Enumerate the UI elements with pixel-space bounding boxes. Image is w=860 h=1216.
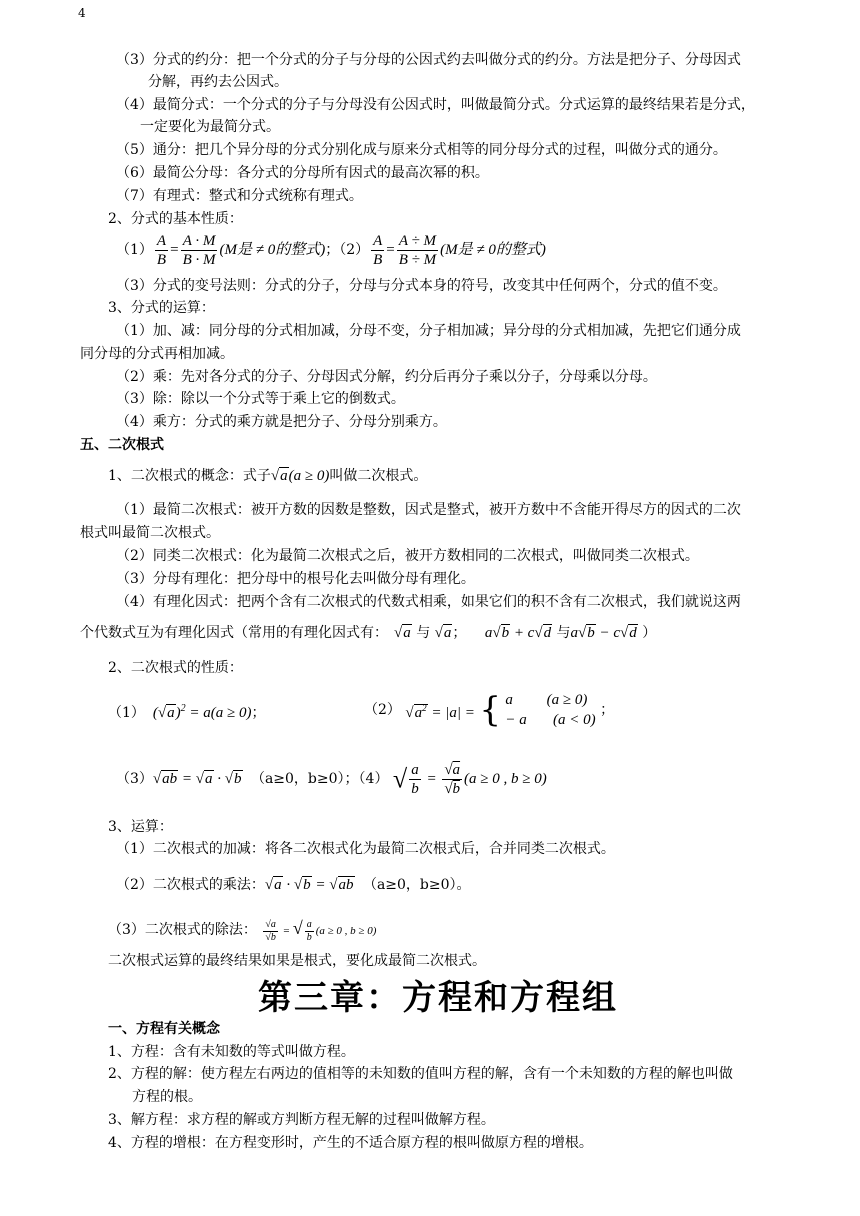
- chapter-title: 第三章：方程和方程组: [258, 978, 618, 1018]
- text-line: 4、方程的增根：在方程变形时，产生的不适合原方程的根叫做原方程的增根。: [108, 1135, 593, 1151]
- radical-property-3-4: （3）√ab = √a · √b （a≥0，b≥0）；（4） √ $\frac{a}{b}$ = $\frac{√a}{√b}$ (a ≥ 0 , b ≥ 0): [116, 762, 547, 798]
- text-line: 2、方程的解：使方程左右两边的值相等的未知数的值叫方程的解，含有一个未知数的方程的解也叫做: [108, 1066, 733, 1082]
- radical-definition-line: 1、二次根式的概念：式子√a(a ≥ 0)叫做二次根式。: [108, 468, 428, 484]
- text-line: 方程的根。: [132, 1089, 202, 1105]
- rationalizing-factor-line: 个代数式互为有理化因式（常用的有理化因式有： √a 与 √a； a√b + c√d 与a√b − c√d ）: [80, 625, 657, 641]
- text-line: 一定要化为最简分式。: [140, 119, 280, 135]
- text-line: 同分母的分式再相加减。: [80, 346, 234, 362]
- text-line: （4）乘方：分式的乘方就是把分子、分母分别乘方。: [116, 414, 447, 430]
- radical-division-line: （3）二次根式的除法： $\frac{√a}{√b}$ = √ $\frac{a}{b}$ (a ≥ 0 , b ≥ 0): [108, 918, 377, 943]
- text-line: （6）最简公分母：各分式的分母所有因式的最高次幂的积。: [116, 165, 489, 181]
- text-line: （5）通分：把几个异分母的分式分别化成与原来分式相等的同分母分式的过程，叫做分式的通分。: [116, 142, 727, 158]
- text-line: 3、解方程：求方程的解或方判断方程无解的过程叫做解方程。: [108, 1112, 495, 1128]
- text-line: （1）二次根式的加减：将各二次根式化为最简二次根式后，合并同类二次根式。: [116, 841, 615, 857]
- text-line: 2、分式的基本性质：: [108, 211, 243, 227]
- text-line: （1）最简二次根式：被开方数的因数是整数，因式是整式，被开方数中不含能开得尽方的因式的二次: [116, 502, 741, 518]
- text-line: （3）分式的变号法则：分式的分子，分母与分式本身的符号，改变其中任何两个，分式的值不变。: [116, 278, 727, 294]
- fraction-property-formula: （1） $\frac{A}{B}$ = $\frac{A \cdot M}{B \cdot M}$ (M是 ≠ 0的整式)；（2） $\frac{A}{B}$ = $\frac{A \div M}{B \div M}$ (M是 ≠ 0的整式): [116, 232, 546, 268]
- text-line: （2）同类二次根式：化为最简二次根式之后，被开方数相同的二次根式，叫做同类二次根式。: [116, 548, 699, 564]
- text-line: 根式叫最简二次根式。: [80, 525, 220, 541]
- text-line: 3、运算：: [108, 819, 173, 835]
- radical-property-1: （1） $(√a)^2 = a(a \ge 0)$；: [108, 703, 266, 721]
- section-heading: 一、方程有关概念: [108, 1021, 220, 1037]
- text-line: 分解，再约去公因式。: [148, 74, 288, 90]
- radical-property-2: （2） $√a^2 = |a|$ = { a (a ≥ 0) − a (a < 0) ；: [364, 690, 615, 730]
- text-line: （3）分式的约分：把一个分式的分子与分母的公因式约去叫做分式的约分。方法是把分子、分母因式: [116, 52, 741, 68]
- text-line: （3）分母有理化：把分母中的根号化去叫做分母有理化。: [116, 571, 475, 587]
- page-number: 4: [78, 6, 86, 20]
- section-heading: 五、二次根式: [80, 437, 164, 453]
- radical-multiplication-line: （2）二次根式的乘法：√a · √b = √ab （a≥0，b≥0）。: [116, 877, 471, 893]
- text-line: 1、方程：含有未知数的等式叫做方程。: [108, 1044, 355, 1060]
- text-line: （4）最简分式：一个分式的分子与分母没有公因式时，叫做最简分式。分式运算的最终结果若是分式，: [116, 97, 755, 113]
- text-line: （2）乘：先对各分式的分子、分母因式分解，约分后再分子乘以分子，分母乘以分母。: [116, 369, 657, 385]
- text-line: 3、分式的运算：: [108, 300, 215, 316]
- text-line: 二次根式运算的最终结果如果是根式，要化成最简二次根式。: [108, 953, 486, 969]
- text-line: （3）除：除以一个分式等于乘上它的倒数式。: [116, 391, 405, 407]
- text-line: （1）加、减：同分母的分式相加减，分母不变，分子相加减；异分母的分式相加减，先把它们通分成: [116, 323, 741, 339]
- text-line: （7）有理式：整式和分式统称有理式。: [116, 188, 363, 204]
- text-line: （4）有理化因式：把两个含有二次根式的代数式相乘，如果它们的积不含有二次根式，我们就说这两: [116, 594, 741, 610]
- text-line: 2、二次根式的性质：: [108, 660, 243, 676]
